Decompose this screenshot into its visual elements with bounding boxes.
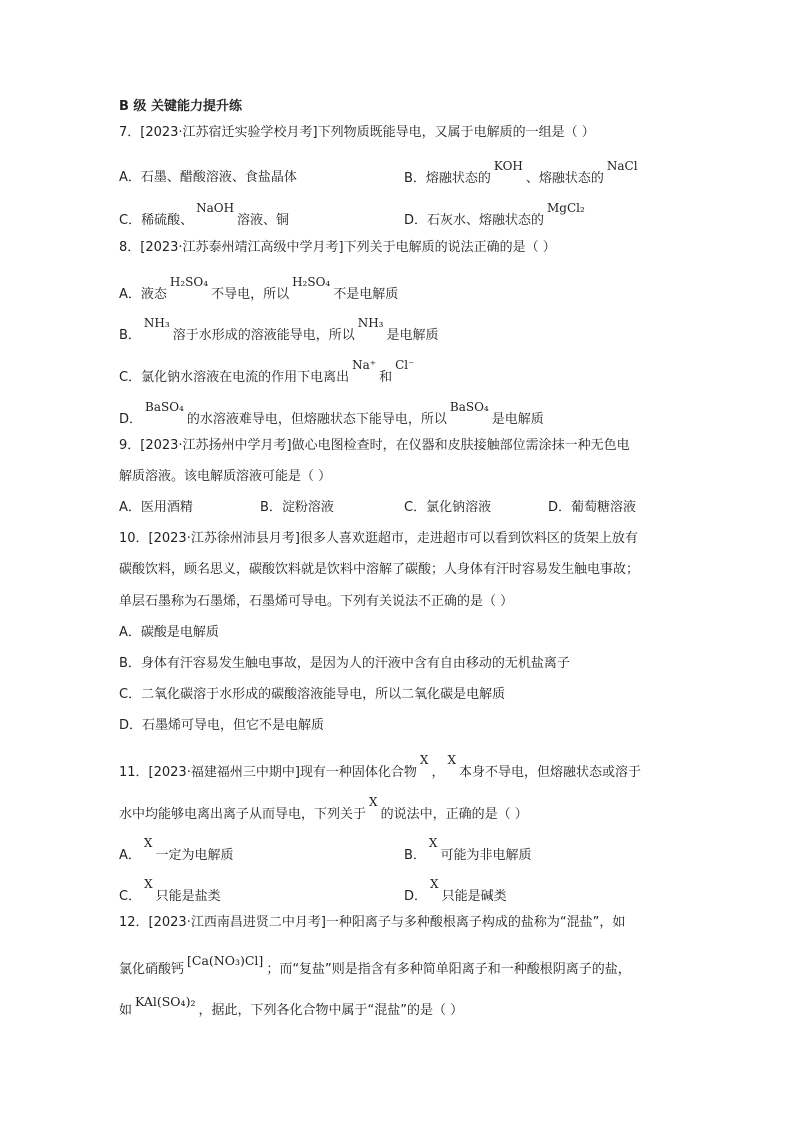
q10-option-d: D．石墨烯可导电，但它不是电解质 [119,718,325,733]
q7-c-text1: C．稀硫酸、 [119,213,194,228]
q7-c-formula1: NaOH [196,201,235,215]
q11-s1-text3: 本身不导电，但熔融状态或溶于 [459,765,642,780]
q12-s2-text1: 氯化硝酸钙 [119,962,185,977]
q11-d-text: 只能是碱类 [441,889,507,904]
q7-option-b [404,159,641,188]
q10-option-c: C．二氧化碳溶于水形成的碳酸溶液能导电，所以二氧化碳是电解质 [119,687,506,702]
q12-s3-text1: 如 [119,1003,133,1018]
q12-s2-formula: [Ca(NO₃)Cl] [187,953,264,968]
q11-c-label: C． [119,889,142,904]
q7-b-formula1: KOH [493,159,523,173]
q8-b-formula2: NH₃ [357,316,384,330]
q7-d-text1: D．石灰水、熔融状态的 [404,213,545,228]
q8-d-text1: D． [119,412,143,427]
q10-stem-line3: 单层石墨称为石墨烯，石墨烯可导电。下列有关说法不正确的是（ ） [119,594,514,609]
q10-stem-line2: 碳酸饮料，顾名思义，碳酸饮料就是饮料中溶解了碳酸；人身体有汗时容易发生触电事故； [119,562,640,577]
q9-option-c: C．氯化钠溶液 [404,500,492,515]
q11-a-text: 一定为电解质 [155,848,234,863]
q7-option-d [404,201,588,230]
q8-a-formula1: H₂SO₄ [169,275,209,289]
q10-option-a: A．碳酸是电解质 [119,625,219,640]
q11-option-a [119,836,234,865]
q8-a-text3: 不是电解质 [333,287,399,302]
q11-stem-line2 [119,795,528,824]
q10-option-b: B．身体有汗容易发生触电事故，是因为人的汗液中含有自由移动的无机盐离子 [119,656,570,671]
q11-c-formula: X [144,877,153,891]
q11-s2-text1: 水中均能够电离出离子从而导电，下列关于 [119,807,367,822]
q7-option-a: A．石墨、醋酸溶液、食盐晶体 [119,170,297,185]
q11-b-formula: X [428,836,438,850]
q12-stem-line1: 12．[2023·江西南昌进贤二中月考]一种阳离子与多种酸根离子构成的盐称为“混盐”，如 [119,915,626,930]
q11-option-d [404,877,507,906]
q9-stem-line1: 9．[2023·江苏扬州中学月考]做心电图检查时，在仪器和皮肤接触部位需涂抹一种无色电 [119,438,630,453]
q8-d-text3: 是电解质 [491,412,544,427]
q8-d-text2: 的水溶液难导电，但熔融状态下能导电，所以 [186,412,447,427]
q8-d-formula2: BaSO₄ [449,400,489,414]
q8-d-formula1: BaSO₄ [145,400,184,414]
q7-option-c [119,201,290,230]
q7-d-formula1: MgCl₂ [547,201,585,215]
q11-s2-text2: 的说法中，正确的是（ ） [380,807,528,822]
q9-option-b: B．淀粉溶液 [260,500,334,515]
q8-b-text3: 是电解质 [386,328,439,343]
q8-option-d [119,400,544,429]
q12-stem-line2 [119,953,631,979]
q11-s1-text1: 11．[2023·福建福州三中期中]现有一种固体化合物 [119,765,417,780]
q8-b-text1: B． [119,328,141,343]
q11-s1-text2: ， [431,765,445,780]
section-title: B 级 关键能力提升练 [119,99,242,114]
q12-s3-text2: ，据此，下列各化合物中属于“混盐”的是（ ） [198,1003,464,1018]
q8-option-c [119,358,417,387]
q8-a-formula2: H₂SO₄ [292,275,331,289]
q8-option-b [119,316,439,345]
q11-c-text: 只能是盐类 [155,889,221,904]
q7-b-formula2: NaCl [606,159,638,173]
q7-b-text1: B．熔融状态的 [404,171,491,186]
q9-stem-line2: 解质溶液。该电解质溶液可能是（ ） [119,469,332,484]
q11-s1-formula1: X [419,753,429,767]
q11-a-label: A． [119,848,141,863]
q11-s1-formula2: X [447,753,457,767]
q11-option-c [119,877,221,906]
q7-b-text2: 、熔融状态的 [525,171,604,186]
q10-stem-line1: 10．[2023·江苏徐州沛县月考]很多人喜欢逛超市，走进超市可以看到饮料区的货架上放有 [119,531,638,546]
q12-stem-line3 [119,994,464,1020]
q8-option-a [119,275,399,304]
q8-c-formula1: Na⁺ [352,358,377,372]
q8-c-formula2: Cl⁻ [395,358,415,372]
q7-stem: 7．[2023·江苏宿迁实验学校月考]下列物质既能导电，又属于电解质的一组是（ ） [119,125,595,140]
q8-c-text2: 和 [379,370,393,385]
q8-a-text1: A．液态 [119,287,167,302]
q8-a-text2: 不导电，所以 [211,287,290,302]
q12-s2-text2: ；而“复盐”则是指含有多种简单阳离子和一种酸根阴离子的盐， [266,962,631,977]
q8-b-formula1: NH₃ [143,316,170,330]
q9-option-d: D．葡萄糖溶液 [548,500,637,515]
q12-s3-formula: KAl(SO₄)₂ [135,994,196,1009]
q11-option-b [404,836,532,865]
q8-b-text2: 溶于水形成的溶液能导电，所以 [172,328,355,343]
q11-b-text: 可能为非电解质 [440,848,532,863]
q8-c-text1: C．氯化钠水溶液在电流的作用下电离出 [119,370,350,385]
q11-stem-line1 [119,753,642,782]
q11-a-formula: X [143,836,153,850]
q8-stem: 8．[2023·江苏泰州靖江高级中学月考]下列关于电解质的说法正确的是（ ） [119,240,556,255]
q11-b-label: B． [404,848,426,863]
q7-c-text2: 溶液、铜 [237,213,290,228]
q9-option-a: A．医用酒精 [119,500,193,515]
q11-d-formula: X [430,877,439,891]
q11-d-label: D． [404,889,428,904]
q11-s2-formula1: X [369,795,378,809]
